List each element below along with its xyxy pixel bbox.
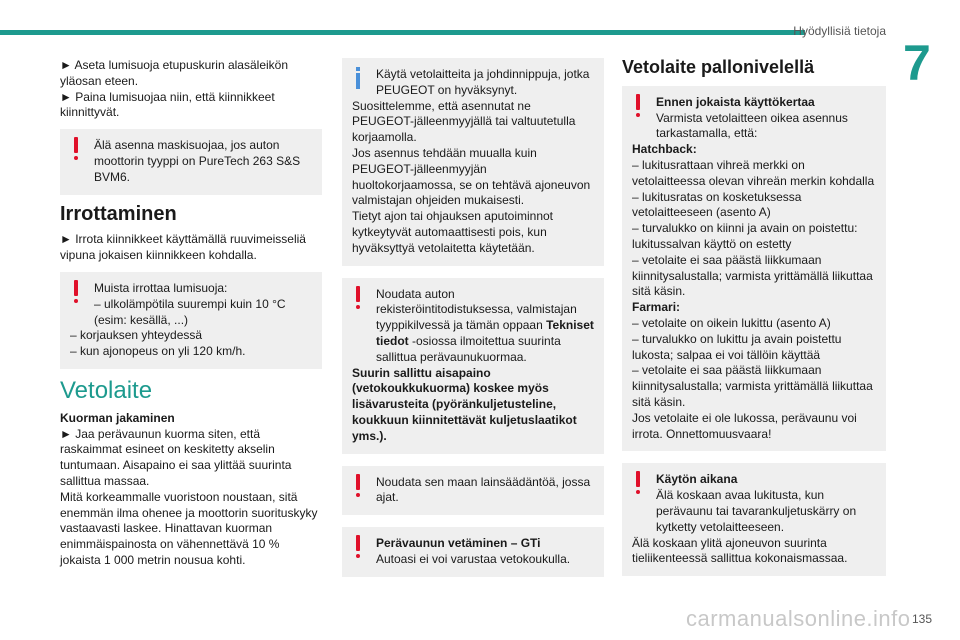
warning-text: Noudata sen maan lainsäädäntöä, jossa ajat. (376, 474, 591, 505)
column-1 (60, 58, 322, 569)
warning-box (60, 272, 322, 369)
list-item: – turvalukko on kiinni ja avain on poistettu: lukitussalvan käyttö on estetty (632, 221, 858, 251)
paragraph: ► Jaa perävaunun kuorma siten, että raskaimmat esineet on keskitetty akselin tuntumaan. Aisapaino ei saa ylittää suurinta sallittua massaa. (60, 426, 292, 488)
header-bar (0, 30, 805, 35)
subheading-removal: Irrottaminen (60, 202, 177, 225)
warning-title: Ennen jokaista käyttökertaa (656, 94, 815, 109)
paragraph: ► Paina lumisuojaa niin, että kiinnikkeet kiinnittyvät. (60, 89, 275, 120)
warning-icon (634, 94, 642, 118)
paragraph-title: Kuorman jakaminen (60, 410, 175, 425)
paragraph: ► Aseta lumisuoja etupuskurin alasäleikön yläosan eteen. (60, 58, 289, 88)
paragraph: Mitä korkeammalle vuoristoon noustaan, sitä enemmän ilma ohenee ja moottorin suorituskyky vastaavasti laskee. Hinattavan kuorman enimmäispainosta on vähennettävä 10 % jokaista 1 000 metrin nousua kohti. (60, 489, 318, 567)
warning-text: – ulkolämpötila suurempi kuin 10 °C (esim: kesällä, ...) (94, 296, 286, 327)
warning-title: Käytön aikana (656, 472, 738, 487)
chapter-number: 7 (903, 35, 931, 91)
warning-icon (72, 137, 80, 161)
warning-icon (634, 471, 642, 495)
column-2 (342, 58, 604, 589)
warning-text-bold: Suurin sallittu aisapaino (vetokoukkukuorma) koskee myös lisävarusteita (pyöränkuljetusteline, koukkuun kiinnitettävät kuljetuslaatikot yms.). (352, 365, 577, 443)
warning-icon (354, 286, 362, 310)
warning-icon (354, 535, 362, 559)
column-3 (622, 58, 886, 588)
paragraph: ► Irrota kiinnikkeet käyttämällä ruuvimeisseliä vipuna jokaisen kiinnikkeen kohdalla. (60, 232, 306, 263)
section-heading: Vetolaite (60, 376, 153, 404)
warning-icon (72, 280, 80, 304)
info-icon (354, 67, 362, 89)
warning-text: – kun ajonopeus on yli 120 km/h. (70, 344, 246, 359)
list-title: Farmari: (632, 300, 681, 315)
list-item: – vetolaite on oikein lukittu (asento A) (632, 315, 831, 330)
warning-text: Älä koskaan ylitä ajoneuvon suurinta tieliikenteessä sallittua kokonaismassaa. (632, 535, 848, 566)
watermark: carmanualsonline.info (686, 606, 911, 631)
warning-text: Älä koskaan avaa lukitusta, kun perävaunu tai tavarankuljetuskärry on kytketty vetolaitteeseen. (656, 488, 857, 534)
warning-text: Autoasi ei voi varustaa vetokoukulla. (376, 551, 571, 566)
warning-text: Varmista vetolaitteen oikea asennus tarkastamalla, että: (656, 110, 848, 141)
warning-text: Muista irrottaa lumisuoja: (94, 280, 228, 295)
warning-box (622, 463, 886, 576)
warning-text: Älä asenna maskisuojaa, jos auton moottorin tyyppi on PureTech 263 S&S BVM6. (94, 138, 301, 184)
info-text: Jos asennus tehdään muualla kuin PEUGEOT-jälleenmyyjän huoltokorjaamossa, se on tehtävä ajoneuvon valmistajan ohjeiden mukaisesti. (352, 145, 591, 208)
warning-box (342, 278, 604, 454)
warning-text: – korjauksen yhteydessä (70, 328, 203, 343)
warning-text: Noudata auton rekisteröintitodistuksessa, valmistajan tyyppikilvessä ja tämän oppaan Tekniset tiedot -osiossa ilmoitettua suurinta sallittua perävaunukuormaa. (376, 286, 594, 364)
info-box (342, 58, 604, 266)
warning-icon (354, 474, 362, 498)
warning-box (342, 527, 604, 577)
page-number: 135 (912, 612, 933, 626)
section-title: Hyödyllisiä tietoja (793, 24, 886, 38)
list-title: Hatchback: (632, 142, 697, 157)
warning-box (60, 129, 322, 194)
warning-box (342, 466, 604, 516)
list-item: Jos vetolaite ei ole lukossa, perävaunu voi irrota. Onnettomuusvaara! (632, 410, 857, 441)
warning-title: Perävaunun vetäminen – GTi (376, 536, 541, 551)
warning-box (622, 86, 886, 452)
list-item: – vetolaite ei saa päästä liikkumaan kiinnitysalustalla; varmista yrittämällä liikuttaa sitä käsin. (632, 252, 873, 299)
info-text: Käytä vetolaitteita ja johdinnippuja, jotka PEUGEOT on hyväksynyt. (376, 67, 590, 97)
list-item: – lukitusrattaan vihreä merkki on vetolaitteessa olevan vihreän merkin kohdalla (632, 157, 875, 188)
section-heading: Vetolaite pallonivelellä (622, 57, 815, 77)
list-item: – vetolaite ei saa päästä liikkumaan kiinnitysalustalla; varmista yrittämällä liikuttaa sitä käsin. (632, 363, 873, 409)
list-item: – turvalukko on lukittu ja avain poistettu lukosta; salpaa ei voi tällöin käyttää (632, 331, 842, 362)
info-text: Tietyt ajon tai ohjauksen aputoiminnot kytkeytyvät automaattisesti pois, kun hyväksyttyä vetolaitetta käytetään. (352, 209, 554, 255)
list-item: – lukitusratas on kosketuksessa vetolaitteeseen (asento A) (632, 189, 802, 220)
info-text: Suosittelemme, että asennutat ne PEUGEOT-jälleenmyyjällä tai valtuutetulla korjaamolla. (352, 98, 576, 145)
